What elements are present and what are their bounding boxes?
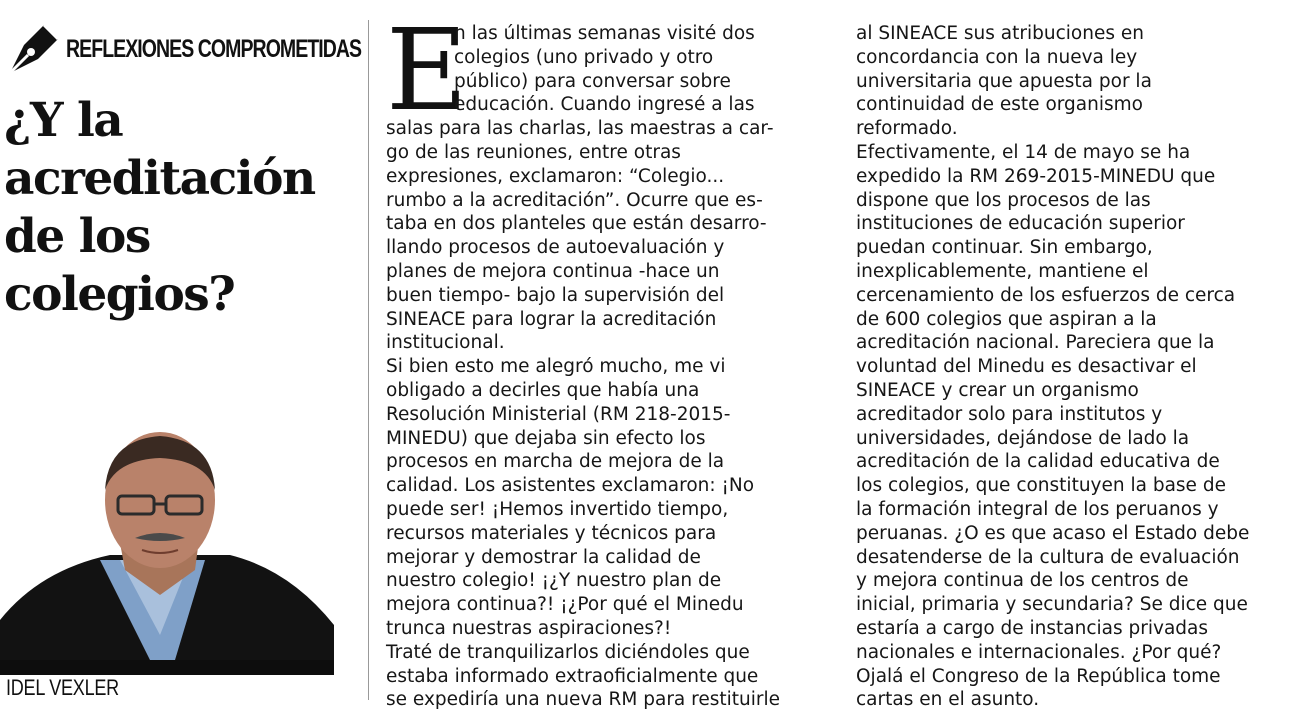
text-line: llando procesos de autoevaluación y bbox=[386, 237, 725, 259]
text-line: universidades, dejándose de lado la bbox=[856, 427, 1190, 449]
text-line: Si bien esto me alegró mucho, me vi bbox=[386, 356, 726, 378]
text-line: nacionales e internacionales. ¿Por qué? bbox=[856, 641, 1222, 663]
text-line: se expediría una nueva RM para restituirle bbox=[386, 689, 781, 711]
fountain-pen-nib-icon bbox=[4, 19, 64, 79]
author-byline: IDEL VEXLER bbox=[6, 675, 119, 700]
text-line: peruanas. ¿O es que acaso el Estado debe bbox=[856, 522, 1250, 544]
text-line: reformado. bbox=[856, 118, 958, 140]
text-line: al SINEACE sus atribuciones en bbox=[856, 23, 1144, 44]
text-line: trunca nuestras aspiraciones?! bbox=[386, 617, 672, 639]
left-column bbox=[0, 0, 365, 712]
text-line: mejorar y demostrar la calidad de bbox=[386, 546, 701, 568]
text-line: acreditación de la calidad educativa de bbox=[856, 451, 1220, 473]
text-line: institucional. bbox=[386, 332, 505, 354]
text-line: SINEACE para lograr la acreditación bbox=[386, 308, 717, 330]
text-line: mejora continua?! ¡¿Por qué el Minedu bbox=[386, 594, 744, 616]
text-line: inicial, primaria y secundaria? Se dice que bbox=[856, 594, 1248, 616]
column-divider bbox=[368, 20, 369, 700]
text-line: colegios (uno privado y otro bbox=[454, 46, 714, 68]
drop-cap: E bbox=[386, 6, 468, 136]
text-line: recursos materiales y técnicos para bbox=[386, 522, 717, 544]
text-line: Resolución Ministerial (RM 218-2015- bbox=[386, 403, 731, 425]
text-line: buen tiempo- bajo la supervisión del bbox=[386, 284, 725, 306]
text-line: planes de mejora continua -hace un bbox=[386, 260, 720, 282]
text-line: rumbo a la acreditación”. Ocurre que es- bbox=[386, 189, 763, 211]
text-line: go de las reuniones, entre otras bbox=[386, 141, 681, 163]
section-header bbox=[4, 18, 360, 80]
text-line: inexplicablemente, mantiene el bbox=[856, 260, 1149, 282]
text-line: la formación integral de los peruanos y bbox=[856, 498, 1219, 520]
text-line: Ojalá el Congreso de la República tome bbox=[856, 665, 1221, 687]
text-line: y mejora continua de los centros de bbox=[856, 570, 1189, 592]
text-line: concordancia con la nueva ley bbox=[856, 46, 1138, 68]
text-line: n las últimas semanas visité dos bbox=[454, 23, 755, 44]
text-line: cercenamiento de los esfuerzos de cerca bbox=[856, 284, 1236, 306]
text-line: acreditación nacional. Pareciera que la bbox=[856, 332, 1215, 354]
headline: ¿Y la acreditación de los colegios? bbox=[4, 93, 315, 322]
text-line: calidad. Los asistentes exclamaron: ¡No bbox=[386, 475, 755, 497]
text-line: desatenderse de la cultura de evaluación bbox=[856, 546, 1240, 568]
text-line: procesos en marcha de mejora de la bbox=[386, 451, 725, 473]
text-line: continuidad de este organismo bbox=[856, 94, 1143, 116]
text-line: educación. Cuando ingresé a las bbox=[454, 94, 755, 116]
text-line: puedan continuar. Sin embargo, bbox=[856, 237, 1153, 259]
text-line: dispone que los procesos de las bbox=[856, 189, 1151, 211]
author-portrait bbox=[0, 420, 334, 675]
text-line: acreditador solo para institutos y bbox=[856, 403, 1163, 425]
text-line: Traté de tranquilizarlos diciéndoles que bbox=[386, 641, 750, 663]
text-line: los colegios, que constituyen la base de bbox=[856, 475, 1226, 497]
text-line: expedido la RM 269-2015-MINEDU que bbox=[856, 165, 1216, 187]
text-line: nuestro colegio! ¡¿Y nuestro plan de bbox=[386, 570, 722, 592]
text-line: MINEDU) que dejaba sin efecto los bbox=[386, 427, 706, 449]
text-line: puede ser! ¡Hemos invertido tiempo, bbox=[386, 498, 729, 520]
section-label: REFLEXIONES COMPROMETIDAS bbox=[66, 34, 362, 63]
text-line: Efectivamente, el 14 de mayo se ha bbox=[856, 141, 1191, 163]
text-line: taba en dos planteles que están desarro- bbox=[386, 213, 767, 235]
text-line: SINEACE y crear un organismo bbox=[856, 379, 1139, 401]
text-line: público) para conversar sobre bbox=[454, 70, 731, 92]
article-column-right bbox=[856, 22, 1306, 712]
text-line: obligado a decirles que había una bbox=[386, 379, 700, 401]
text-line: salas para las charlas, las maestras a car- bbox=[386, 118, 774, 140]
text-line: universitaria que apuesta por la bbox=[856, 70, 1152, 92]
article-column-middle bbox=[386, 6, 826, 712]
text-line: voluntad del Minedu es desactivar el bbox=[856, 356, 1197, 378]
text-line: estaba informado extraoficialmente que bbox=[386, 665, 759, 687]
text-line: instituciones de educación superior bbox=[856, 213, 1185, 235]
text-line: de 600 colegios que aspiran a la bbox=[856, 308, 1157, 330]
text-line: cartas en el asunto. bbox=[856, 689, 1040, 711]
text-line: expresiones, exclamaron: “Colegio... bbox=[386, 165, 725, 187]
text-line: estaría a cargo de instancias privadas bbox=[856, 617, 1209, 639]
